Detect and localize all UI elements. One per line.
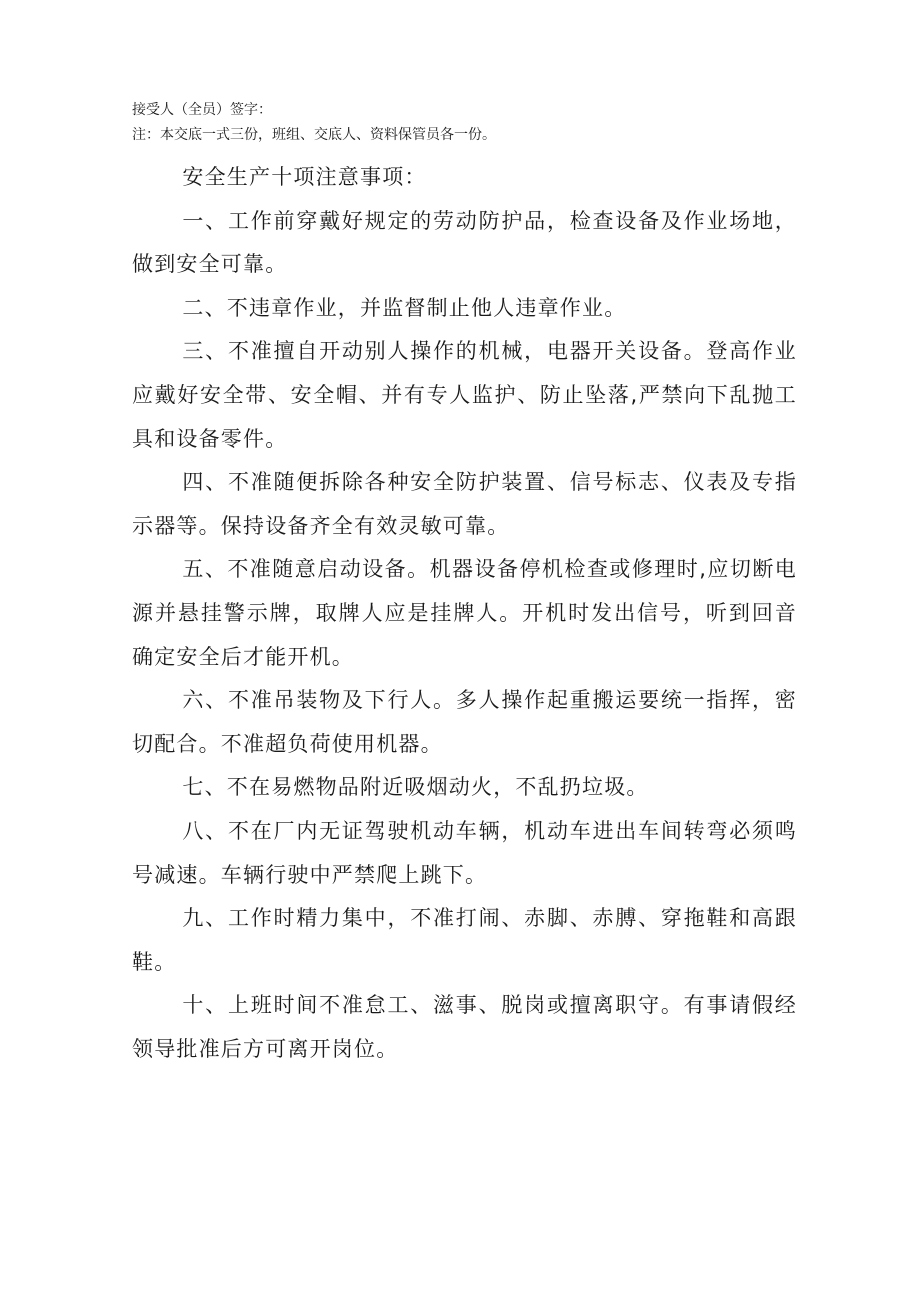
notice-item-4: 四、不准随便拆除各种安全防护装置、信号标志、仪表及专指示器等。保持设备齐全有效灵敏可靠。 bbox=[132, 470, 797, 538]
notice-item-9: 九、工作时精力集中，不准打闹、赤脚、赤膊、穿拖鞋和高跟鞋。 bbox=[132, 906, 797, 974]
notice-item-5: 五、不准随意启动设备。机器设备停机检查或修理时,应切断电源并悬挂警示牌，取牌人应是挂牌人。开机时发出信号，听到回音确定安全后才能开机。 bbox=[132, 557, 797, 669]
distribution-note: 注：本交底一式三份，班组、交底人、资料保管员各一份。 bbox=[132, 127, 496, 143]
notice-item-7: 七、不在易燃物品附近吸烟动火，不乱扔垃圾。 bbox=[182, 775, 649, 800]
notice-item-6: 六、不准吊装物及下行人。多人操作起重搬运要统一指挥，密切配合。不准超负荷使用机器。 bbox=[132, 688, 797, 756]
notice-item-10: 十、上班时间不准怠工、滋事、脱岗或擅离职守。有事请假经领导批准后方可离开岗位。 bbox=[132, 993, 797, 1061]
notice-item-1: 一、工作前穿戴好规定的劳动防护品，检查设备及作业场地，做到安全可靠。 bbox=[132, 208, 797, 277]
notice-item-8: 八、不在厂内无证驾驶机动车辆，机动车进出车间转弯必须鸣号减速。车辆行驶中严禁爬上跳下。 bbox=[132, 818, 797, 887]
notice-item-2: 二、不违章作业，并监督制止他人违章作业。 bbox=[182, 295, 627, 320]
notice-item-3: 三、不准擅自开动别人操作的机械，电器开关设备。登高作业应戴好安全带、安全帽、并有专人监护、防止坠落,严禁向下乱抛工具和设备零件。 bbox=[132, 339, 797, 451]
signature-label: 接受人（全员）签字： bbox=[132, 102, 272, 118]
notice-title: 安全生产十项注意事项： bbox=[182, 165, 427, 189]
safety-notice-body bbox=[132, 156, 797, 1071]
